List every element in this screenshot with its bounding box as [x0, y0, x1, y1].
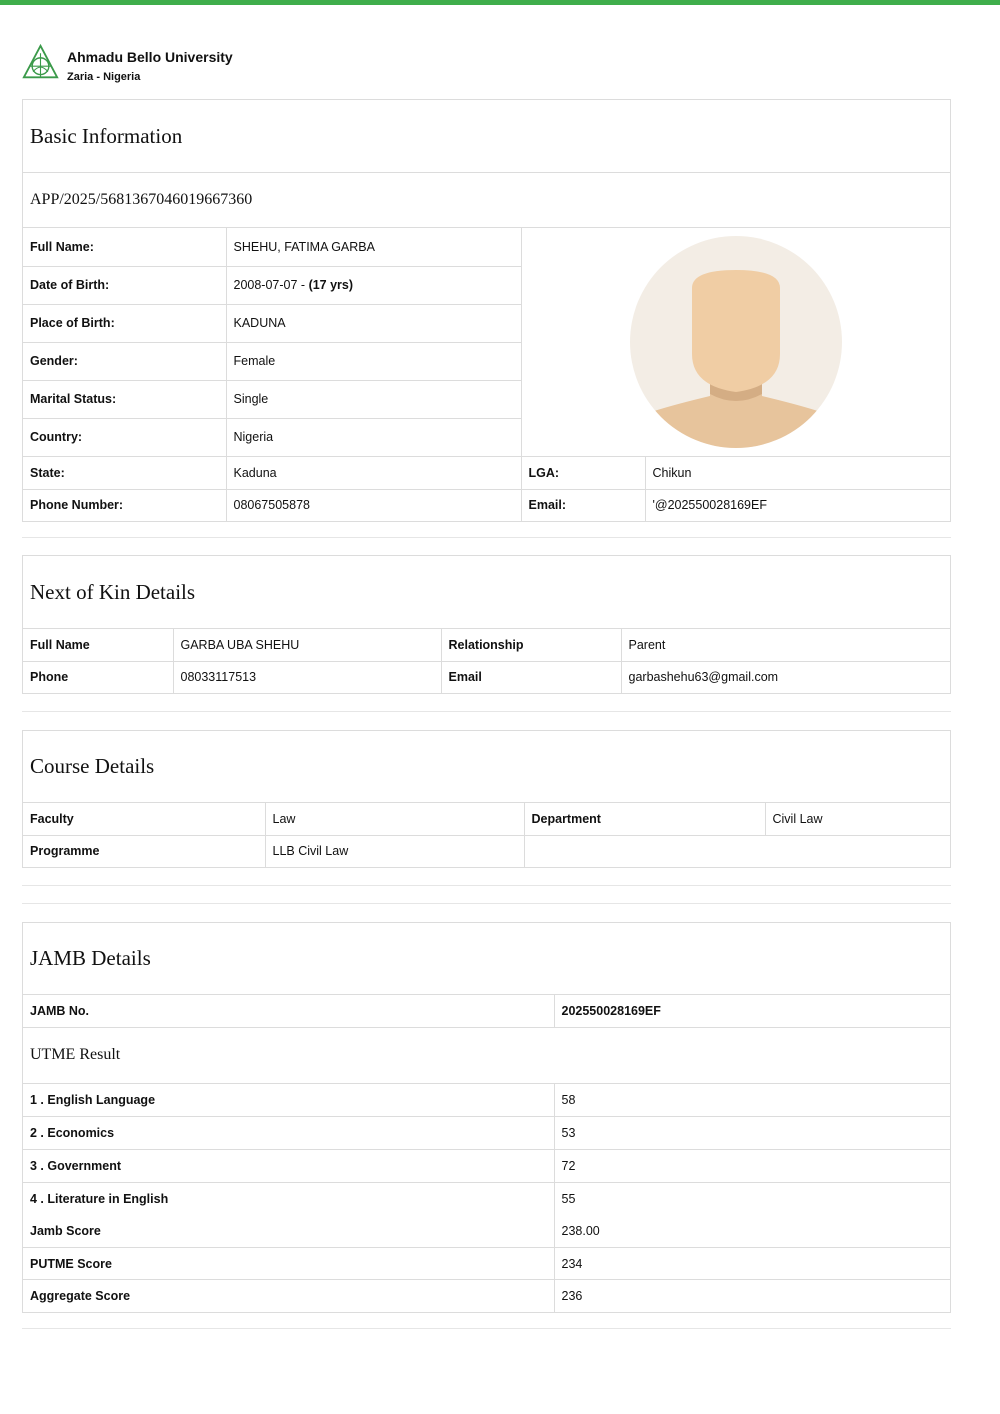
- nok-phone-label: Phone: [23, 661, 173, 693]
- putme-score-label: PUTME Score: [23, 1248, 554, 1280]
- divider: [22, 1328, 951, 1329]
- next-of-kin-table: [23, 629, 950, 693]
- subject-row: [23, 1183, 950, 1216]
- subject-score: 72: [554, 1150, 950, 1183]
- section-title: Basic Information: [23, 100, 950, 173]
- empty-cell: [524, 835, 950, 867]
- university-location: Zaria - Nigeria: [67, 71, 141, 83]
- dob-date: 2008-07-07 -: [233, 278, 309, 292]
- email-value: '@202550028169EF: [645, 489, 950, 521]
- putme-score-value: 234: [554, 1248, 950, 1280]
- department-label: Department: [524, 803, 765, 835]
- nok-email-value: garbashehu63@gmail.com: [621, 661, 950, 693]
- age-value: (17 yrs): [308, 278, 354, 292]
- full-name-label: Full Name:: [23, 228, 226, 266]
- application-number: APP/2025/5681367046019667360: [23, 173, 950, 228]
- dob-value: [226, 266, 521, 304]
- pob-value: KADUNA: [226, 304, 521, 342]
- faculty-value: Law: [265, 803, 524, 835]
- basic-info-table: [23, 228, 950, 521]
- course-details-table: [23, 803, 950, 867]
- jamb-no-value: 202550028169EF: [554, 995, 950, 1027]
- subject-row: [23, 1117, 950, 1150]
- page-header: [22, 44, 233, 83]
- dob-label: Date of Birth:: [23, 266, 226, 304]
- subject-score: 55: [554, 1183, 950, 1216]
- avatar-placeholder-icon: [630, 236, 842, 448]
- marital-status-value: Single: [226, 380, 521, 418]
- programme-value: LLB Civil Law: [265, 835, 524, 867]
- marital-status-label: Marital Status:: [23, 380, 226, 418]
- full-name-value: SHEHU, FATIMA GARBA: [226, 228, 521, 266]
- pob-label: Place of Birth:: [23, 304, 226, 342]
- faculty-label: Faculty: [23, 803, 265, 835]
- section-title: Course Details: [23, 731, 950, 803]
- divider: [22, 537, 951, 538]
- section-title: Next of Kin Details: [23, 556, 950, 629]
- nok-relationship-value: Parent: [621, 629, 950, 661]
- subject-label: 1 . English Language: [23, 1084, 554, 1117]
- gender-label: Gender:: [23, 342, 226, 380]
- lga-label: LGA:: [521, 456, 645, 489]
- divider: [22, 903, 951, 904]
- subject-label: 4 . Literature in English: [23, 1183, 554, 1216]
- department-value: Civil Law: [765, 803, 950, 835]
- subject-label: 2 . Economics: [23, 1117, 554, 1150]
- state-label: State:: [23, 456, 226, 489]
- university-name: Ahmadu Bello University: [67, 49, 233, 65]
- nok-full-name-value: GARBA UBA SHEHU: [173, 629, 441, 661]
- course-details-section: [22, 730, 951, 868]
- lga-value: Chikun: [645, 456, 950, 489]
- jamb-no-label: JAMB No.: [23, 995, 554, 1027]
- email-label: Email:: [521, 489, 645, 521]
- nok-full-name-label: Full Name: [23, 629, 173, 661]
- basic-information-section: [22, 99, 951, 522]
- utme-result-table: [23, 1084, 950, 1312]
- state-value: Kaduna: [226, 456, 521, 489]
- divider: [22, 711, 951, 712]
- nok-phone-value: 08033117513: [173, 661, 441, 693]
- subject-score: 58: [554, 1084, 950, 1117]
- top-accent-bar: [0, 0, 1000, 5]
- jamb-number-table: [23, 995, 950, 1028]
- subject-score: 53: [554, 1117, 950, 1150]
- photo-cell: [521, 228, 950, 456]
- section-title: JAMB Details: [23, 923, 950, 995]
- subject-row: [23, 1150, 950, 1183]
- phone-value: 08067505878: [226, 489, 521, 521]
- divider: [22, 885, 951, 886]
- aggregate-score-value: 236: [554, 1280, 950, 1312]
- subject-label: 3 . Government: [23, 1150, 554, 1183]
- phone-label: Phone Number:: [23, 489, 226, 521]
- country-label: Country:: [23, 418, 226, 456]
- country-value: Nigeria: [226, 418, 521, 456]
- nok-email-label: Email: [441, 661, 621, 693]
- university-crest-logo: [22, 44, 59, 81]
- jamb-details-section: [22, 922, 951, 1313]
- subject-row: [23, 1084, 950, 1117]
- aggregate-score-label: Aggregate Score: [23, 1280, 554, 1312]
- jamb-score-label: Jamb Score: [23, 1216, 554, 1248]
- nok-relationship-label: Relationship: [441, 629, 621, 661]
- next-of-kin-section: [22, 555, 951, 694]
- gender-value: Female: [226, 342, 521, 380]
- programme-label: Programme: [23, 835, 265, 867]
- utme-result-title: UTME Result: [23, 1028, 950, 1084]
- jamb-score-value: 238.00: [554, 1216, 950, 1248]
